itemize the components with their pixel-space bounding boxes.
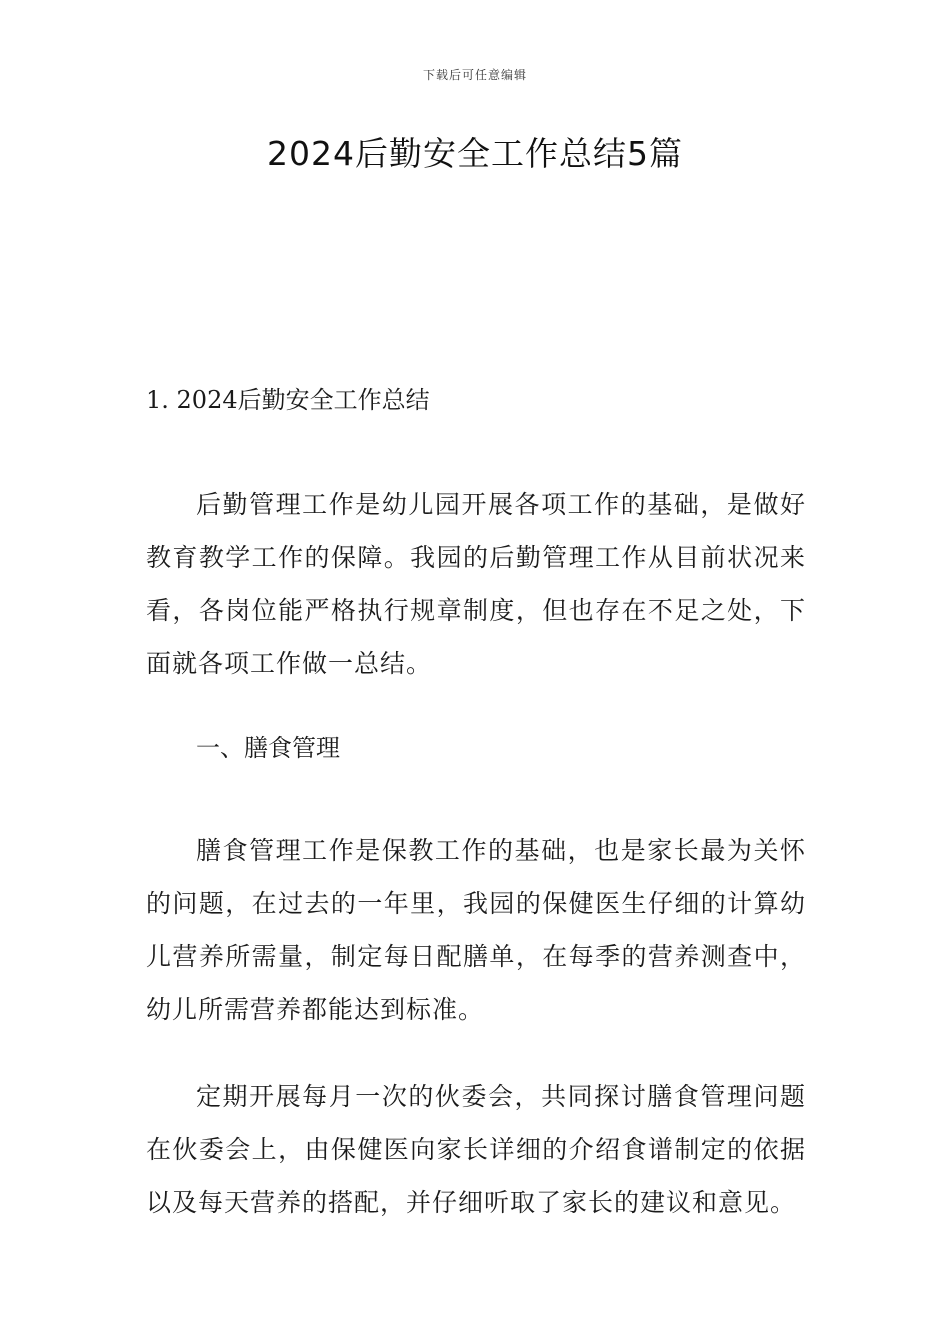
paragraph-meal-management: 膳食管理工作是保教工作的基础，也是家长最为关怀的问题，在过去的一年里，我园的保健医生仔细的计算幼儿营养所需量，制定每日配膳单，在每季的营养测查中，幼儿所需营养都能达到标准。 bbox=[146, 836, 806, 1024]
document-title: 2024后勤安全工作总结5篇 bbox=[267, 134, 683, 173]
sub-heading-meal-management: 一、膳食管理 bbox=[196, 734, 340, 762]
paragraph-committee-meeting: 定期开展每月一次的伙委会，共同探讨膳食管理问题在伙委会上，由保健医向家长详细的介绍食谱制定的依据以及每天营养的搭配，并仔细听取了家长的建议和意见。 bbox=[146, 1082, 806, 1217]
paragraph-intro: 后勤管理工作是幼儿园开展各项工作的基础，是做好教育教学工作的保障。我园的后勤管理工作从目前状况来看，各岗位能严格执行规章制度，但也存在不足之处，下面就各项工作做一总结。 bbox=[146, 490, 806, 678]
header-note: 下载后可任意编辑 bbox=[422, 68, 527, 82]
section-heading: 1. 2024后勤安全工作总结 bbox=[146, 386, 430, 414]
